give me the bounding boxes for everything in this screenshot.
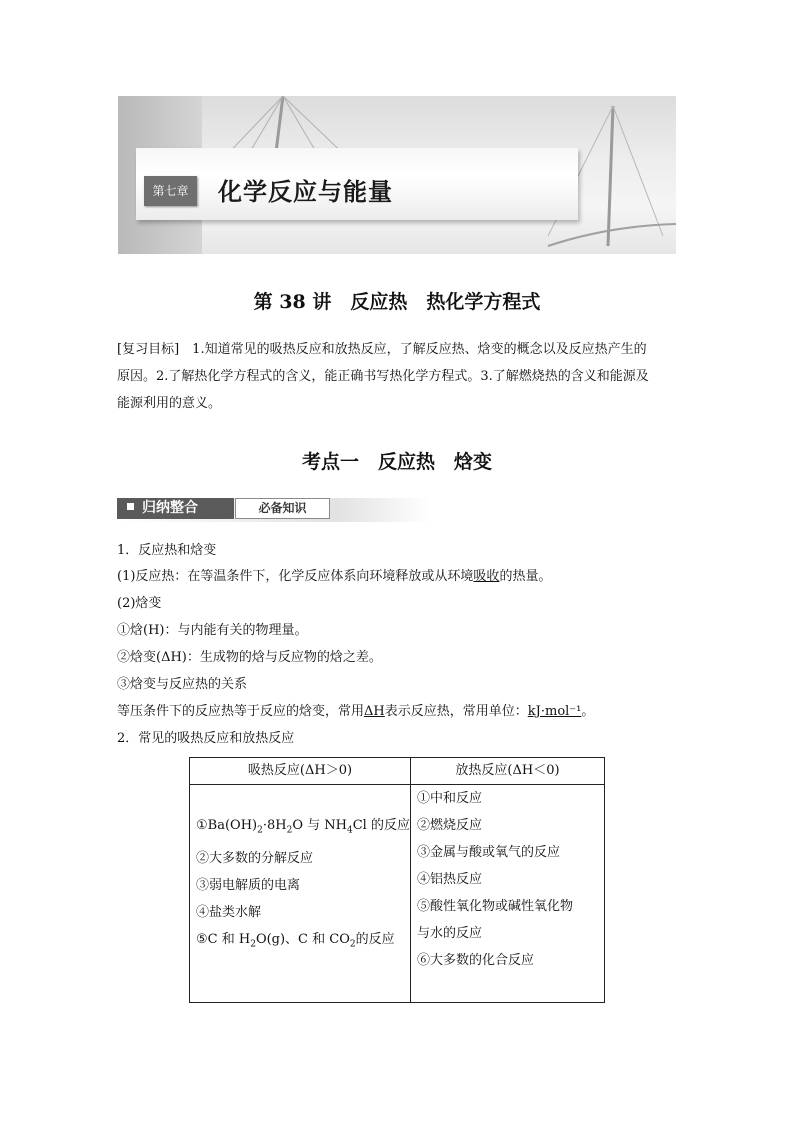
review-goals (117, 336, 682, 417)
exothermic-list (410, 785, 604, 1003)
list-item: ④铝热反应 (416, 872, 482, 887)
review-line-1: 1.知道常见的吸热反应和放热反应，了解反应热、焓变的概念以及反应热产生的 (192, 342, 647, 357)
list-item: ⑤酸性氧化物或碱性氧化物 (416, 899, 573, 914)
section-title: 考点一 反应热 焓变 (301, 451, 492, 473)
paragraph-delta-h: ②焓变(ΔH)：生成物的焓与反应物的焓之差。 (117, 650, 382, 665)
list-item: $①Ba(OH)_2\cdot 8H_2O$ 与 $NH_4Cl$ 的反应 (196, 818, 410, 836)
paragraph-unit: 等压条件下的反应热等于反应的焓变，常用ΔH表示反应热，常用单位：kJ·mol⁻¹。 (117, 704, 595, 719)
heading-2: 2．常见的吸热反应和放热反应 (117, 731, 295, 746)
table-header-endothermic: 吸热反应(ΔH＞0) (190, 758, 411, 785)
list-item: ③金属与酸或氧气的反应 (416, 845, 560, 860)
paragraph-relation: ③焓变与反应热的关系 (117, 677, 248, 692)
review-line-2: 原因。2.了解热化学方程式的含义，能正确书写热化学方程式。3.了解燃烧热的含义和能源及 (117, 369, 649, 384)
paragraph-enthalpy: ①焓(H)：与内能有关的物理量。 (117, 623, 308, 638)
heading-1: 1．反应热和焓变 (117, 543, 217, 558)
list-item: ⑤C 和 $H_2O(g)$、C 和 $CO_2$的反应 (196, 931, 395, 950)
list-item: ②燃烧反应 (416, 818, 482, 833)
review-label: [复习目标] (117, 342, 180, 357)
list-item: ④盐类水解 (196, 904, 262, 920)
tag-knowledge: 必备知识 (235, 498, 330, 519)
paragraph-enthalpy-change: (2)焓变 (117, 596, 162, 611)
chapter-number-tag: 第七章 (144, 176, 197, 206)
list-item: ①中和反应 (416, 791, 482, 806)
endothermic-list (190, 785, 411, 1003)
paragraph-reaction-heat: (1)反应热：在等温条件下，化学反应体系向环境释放或从环境吸收的热量。 (117, 569, 552, 584)
reaction-table (189, 757, 605, 1003)
list-item: ⑥大多数的化合反应 (416, 953, 534, 968)
chapter-banner (118, 96, 676, 254)
square-icon (127, 503, 134, 510)
list-item: ③弱电解质的电离 (196, 877, 301, 893)
lecture-title: 第 38 讲 反应热 热化学方程式 (253, 291, 541, 313)
table-header-exothermic: 放热反应(ΔH＜0) (410, 758, 604, 785)
tag-summary: 归纳整合 (117, 498, 234, 519)
list-item: 与水的反应 (416, 926, 482, 941)
list-item: ②大多数的分解反应 (196, 850, 314, 866)
review-line-3: 能源利用的意义。 (117, 396, 222, 411)
chapter-title: 化学反应与能量 (218, 178, 393, 206)
